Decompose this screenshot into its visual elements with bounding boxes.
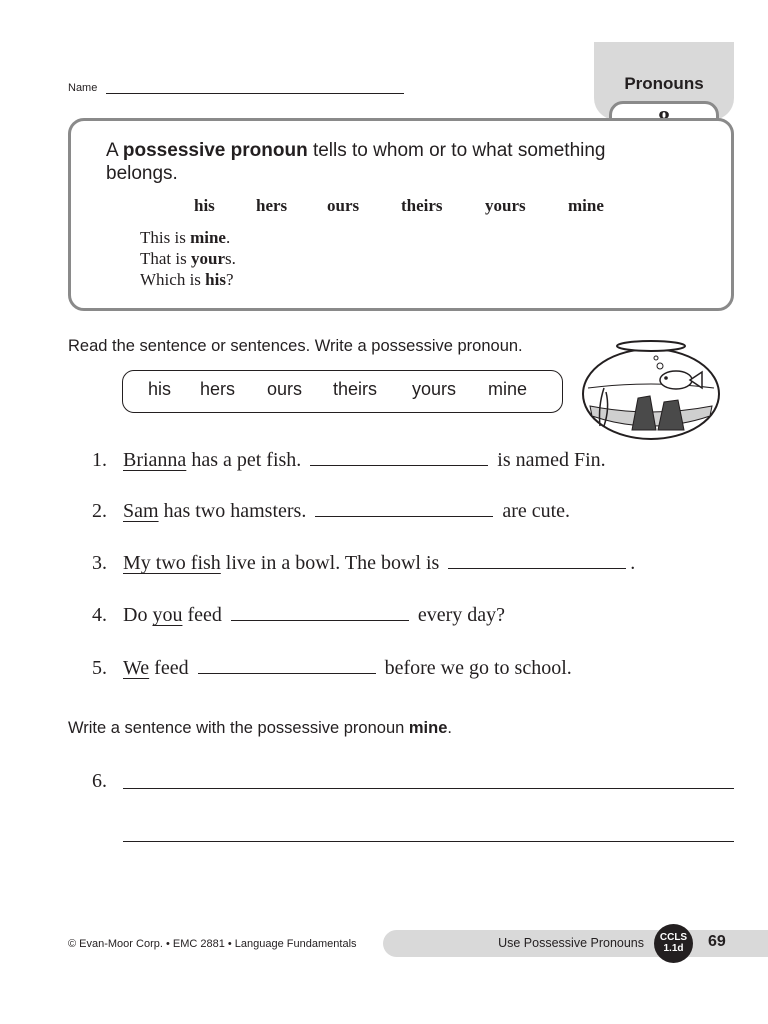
word-bank-item: his — [148, 379, 172, 399]
word-bank-item: hers — [200, 379, 236, 399]
item-number: 6. — [92, 770, 107, 792]
word-bank-item: theirs — [333, 379, 378, 399]
section-title: Pronouns — [624, 74, 704, 93]
word-bank-item: yours — [412, 379, 457, 399]
writing-directions: Write a sentence with the possessive pronoun mine. — [68, 719, 452, 737]
answer-blank[interactable] — [198, 673, 376, 674]
page-number: 69 — [708, 933, 726, 950]
rule-example: That is yours. — [140, 249, 236, 268]
question-item: We feed before we go to school. — [123, 657, 572, 679]
word-bank-item: ours — [267, 379, 303, 399]
rule-pronoun: ours — [327, 196, 360, 215]
answer-blank[interactable] — [310, 465, 488, 466]
rule-pronoun: mine — [568, 196, 604, 215]
name-line[interactable] — [106, 93, 404, 94]
word-bank-item: mine — [488, 379, 528, 399]
writing-line[interactable] — [123, 841, 734, 842]
item-number: 5. — [92, 657, 107, 679]
rule-example: Which is his? — [140, 270, 234, 289]
question-item: Sam has two hamsters. are cute. — [123, 500, 571, 522]
rule-definition: A possessive pronoun tells to whom or to what something belongs. — [106, 140, 606, 184]
item-number: 3. — [92, 552, 107, 574]
answer-blank[interactable] — [448, 568, 626, 569]
writing-line[interactable] — [123, 788, 734, 789]
rule-term: possessive pronoun — [122, 140, 308, 161]
item-number: 2. — [92, 500, 107, 522]
fishbowl-illustration — [580, 336, 722, 442]
question-item: My two fish live in a bowl. The bowl is . — [123, 552, 636, 574]
question-item: Do you feed every day? — [123, 604, 506, 626]
directions: Read the sentence or sentences. Write a possessive pronoun. — [68, 337, 523, 355]
answer-blank[interactable] — [315, 516, 493, 517]
rule-example: This is mine. — [140, 228, 231, 247]
rule-pronoun: theirs — [401, 196, 443, 215]
question-item: Brianna has a pet fish. is named Fin. — [123, 449, 606, 471]
name-label: Name — [68, 82, 98, 94]
item-number: 4. — [92, 604, 107, 626]
rule-pronoun: yours — [485, 196, 526, 215]
item-number: 1. — [92, 449, 107, 471]
footer-copyright: © Evan-Moor Corp. • EMC 2881 • Language Fundamentals — [68, 938, 357, 950]
answer-blank[interactable] — [231, 620, 409, 621]
ccls-badge: CCLS 1.1d — [654, 924, 693, 963]
rule-pronoun: his — [194, 196, 215, 215]
footer-skill: Use Possessive Pronouns — [498, 936, 644, 950]
rule-pronoun: hers — [256, 196, 288, 215]
